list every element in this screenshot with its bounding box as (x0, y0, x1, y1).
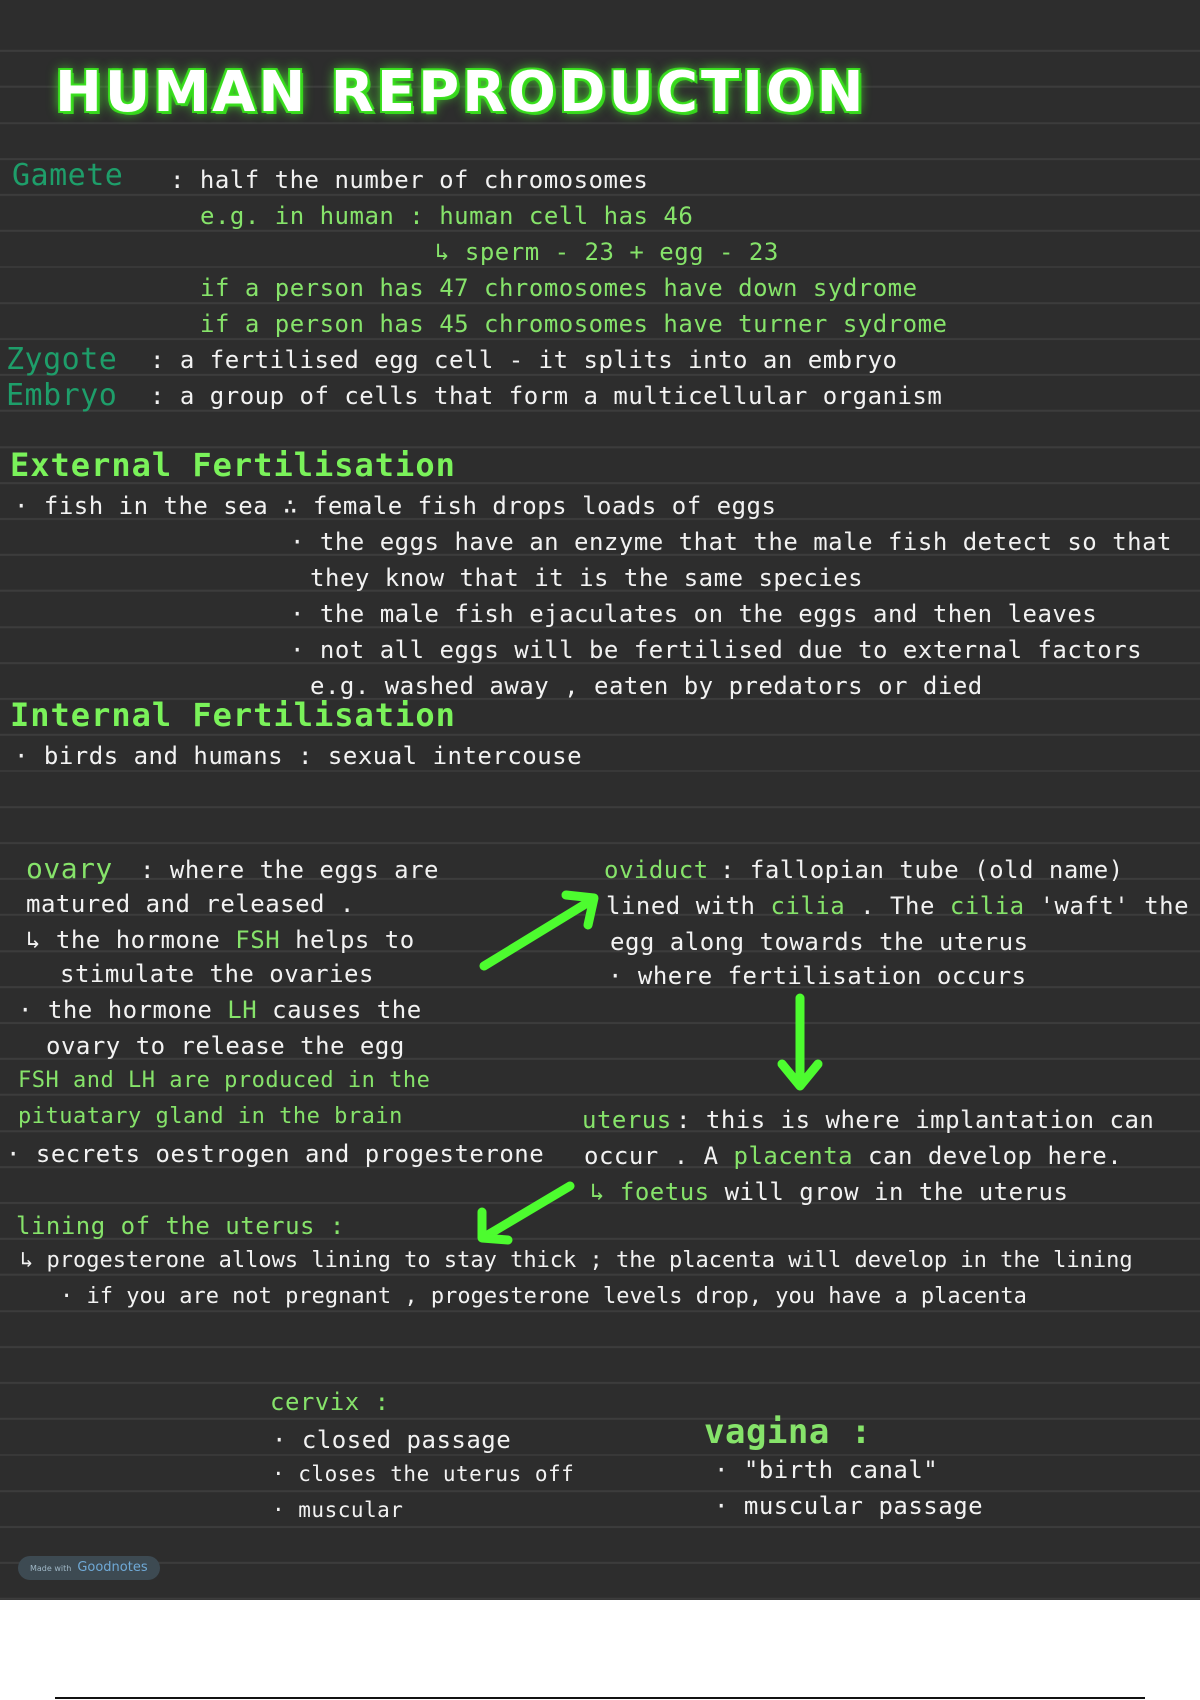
ovary-line: ovary to release the egg (46, 1032, 405, 1060)
internal-fertilisation-heading: Internal Fertilisation (10, 696, 456, 734)
turner-syndrome-note: if a person has 45 chromosomes have turner sydrome (200, 310, 948, 338)
oviduct-line: lined with cilia . The cilia 'waft' the (606, 892, 1190, 920)
placenta-label: placenta (733, 1142, 854, 1170)
uterus-line: ↳ foetus will grow in the uterus (590, 1178, 1069, 1206)
cervix-line: · closed passage (272, 1426, 512, 1454)
ovary-line: matured and released . (26, 890, 355, 918)
external-line: · the male fish ejaculates on the eggs and then leaves (290, 600, 1098, 628)
ovary-line: : where the eggs are (140, 856, 439, 884)
vagina-line: · "birth canal" (714, 1456, 939, 1484)
lining-line: ↳ progesterone allows lining to stay thick ; the placenta will develop in the lining (20, 1248, 1133, 1273)
vagina-line: · muscular passage (714, 1492, 984, 1520)
uterus-line: : this is where implantation can (676, 1106, 1155, 1134)
gamete-example: e.g. in human : human cell has 46 (200, 202, 694, 230)
vagina-term: vagina : (704, 1412, 872, 1452)
oviduct-line: : fallopian tube (old name) (720, 856, 1124, 884)
arrow-oviduct-to-uterus (782, 998, 818, 1086)
uterus-term: uterus (582, 1106, 672, 1134)
down-syndrome-note: if a person has 47 chromosomes have down sydrome (200, 274, 918, 302)
page-title: HUMAN REPRODUCTION (55, 60, 867, 125)
embryo-term: Embryo (6, 378, 118, 413)
external-line: · fish in the sea ∴ female fish drops loads of eggs (14, 492, 777, 520)
external-fertilisation-heading: External Fertilisation (10, 446, 456, 484)
zygote-definition: : a fertilised egg cell - it splits into an embryo (150, 346, 898, 374)
gamete-split: ↳ sperm - 23 + egg - 23 (435, 238, 779, 266)
external-line: they know that it is the same species (310, 564, 864, 592)
ovary-line: stimulate the ovaries (60, 960, 374, 988)
cervix-line: · muscular (272, 1498, 404, 1522)
goodnotes-badge: Made with Goodnotes (18, 1556, 160, 1580)
lining-term: lining of the uterus : (16, 1212, 345, 1240)
arrow-uterus-to-lining (482, 1186, 570, 1240)
cervix-line: · closes the uterus off (272, 1462, 575, 1486)
fsh-label: FSH (235, 926, 281, 954)
external-line: · the eggs have an enzyme that the male fish detect so that (290, 528, 1173, 556)
ovary-line: ↳ the hormone FSH helps to (26, 926, 415, 954)
ovary-line: pituatary gland in the brain (18, 1104, 403, 1129)
oviduct-term: oviduct (604, 856, 709, 884)
ovary-term: ovary (26, 852, 113, 885)
gamete-term: Gamete (12, 158, 124, 193)
zygote-term: Zygote (6, 342, 118, 377)
arrow-ovary-to-oviduct (484, 895, 594, 966)
oviduct-line: egg along towards the uterus (610, 928, 1029, 956)
foetus-label: foetus (619, 1178, 710, 1206)
internal-line: · birds and humans : sexual intercouse (14, 742, 583, 770)
external-line: · not all eggs will be fertilised due to external factors (290, 636, 1143, 664)
external-line: e.g. washed away , eaten by predators or died (310, 672, 983, 700)
page-divider (55, 1697, 1145, 1699)
cervix-term: cervix : (270, 1388, 390, 1416)
lining-line: · if you are not pregnant , progesterone levels drop, you have a placenta (60, 1284, 1027, 1309)
gamete-definition: : half the number of chromosomes (170, 166, 649, 194)
ovary-line: · secrets oestrogen and progesterone (6, 1140, 545, 1168)
ovary-line: · the hormone LH causes the (18, 996, 422, 1024)
embryo-definition: : a group of cells that form a multicellular organism (150, 382, 943, 410)
ovary-line: FSH and LH are produced in the (18, 1068, 431, 1093)
uterus-line: occur . A placenta can develop here. (584, 1142, 1123, 1170)
lh-label: LH (227, 996, 258, 1024)
oviduct-line: · where fertilisation occurs (608, 962, 1027, 990)
